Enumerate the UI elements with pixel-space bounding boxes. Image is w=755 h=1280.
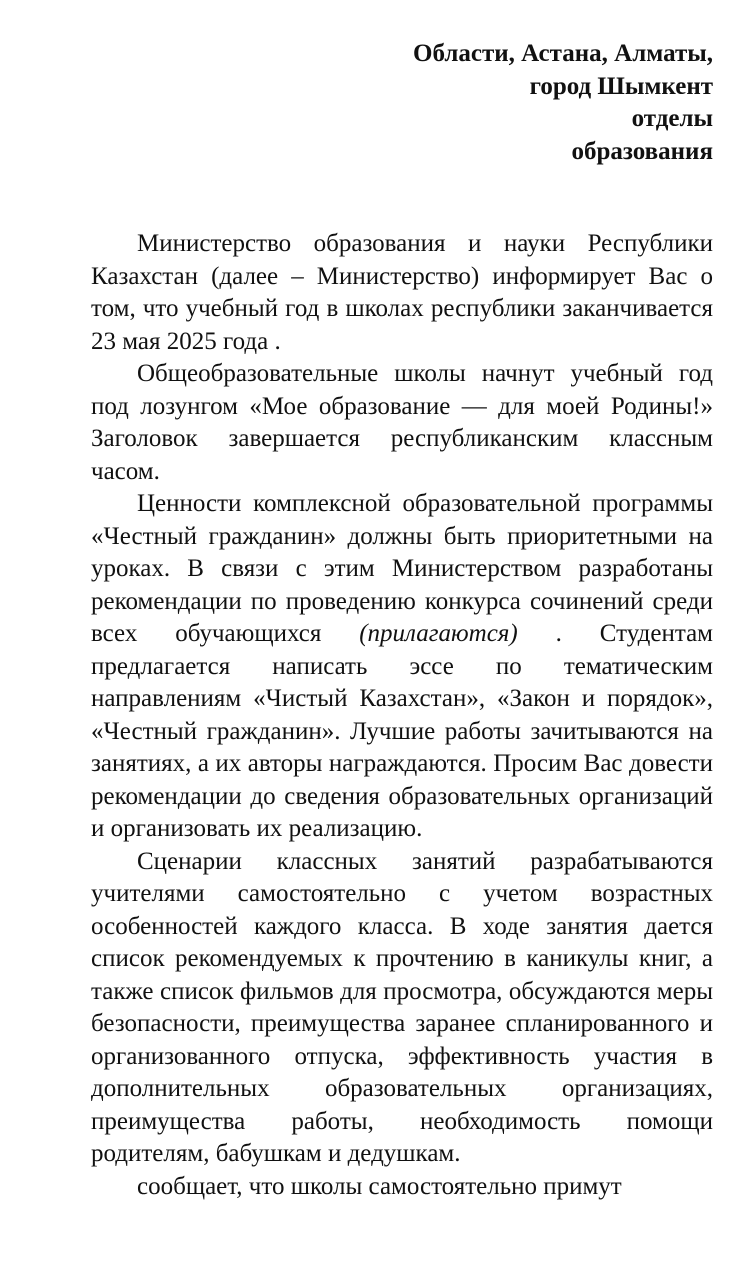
- paragraph-4: Сценарии классных занятий разрабатываются учителями самостоятельно с учетом возрастных особенностей каждого класса. В ходе занятия дается список рекомендуемых к прочтению в каникулы книг, а также список фильмов для просмотра, обсуждаются меры безопасности, преимущества заранее спланированного и организованного отпуска, эффективность участия в дополнительных образовательных организациях, преимущества работы, необходимость помощи родителям, бабушкам и дедушкам.: [91, 847, 713, 1167]
- paragraph-2: Общеобразовательные школы начнут учебный год под лозунгом «Мое образование — для моей Родины!» Заголовок завершается республиканским классным часом.: [91, 360, 713, 485]
- addressee-line-1: Области, Астана, Алматы,: [413, 40, 713, 67]
- paragraph-5-partial: сообщает, что школы самостоятельно примут: [137, 1172, 622, 1200]
- letter-body: [91, 228, 713, 1203]
- attachment-note: (прилагаются): [359, 620, 518, 647]
- addressee-line-3: отделы: [631, 105, 713, 132]
- paragraph-3: [91, 488, 713, 846]
- paragraph-3-text-end: . Студентам предлагается написать эссе по тематическим направлениям «Чистый Казахстан», «Закон и порядок», «Честный гражданин». Лучшие работы зачитываются на занятиях, а их авторы награждаются. Просим Вас довести рекомендации до сведения образовательных организаций и организовать их реализацию.: [91, 620, 713, 842]
- paragraph-1: Министерство образования и науки Республики Казахстан (далее – Министерство) информирует Вас о том, что учебный год в школах республики заканчивается 23 мая 2025 года .: [91, 230, 713, 355]
- addressee-line-4: образования: [571, 137, 713, 165]
- addressee-block: [413, 38, 713, 168]
- addressee-line-2: город Шымкент: [529, 72, 713, 100]
- paragraph-3-text-start: Ценности комплексной образовательной программы «Честный гражданин» должны быть приоритетными на уроках. В связи с этим Министерством разработаны рекомендации по проведению конкурса сочинений среди всех обучающихся: [91, 490, 713, 647]
